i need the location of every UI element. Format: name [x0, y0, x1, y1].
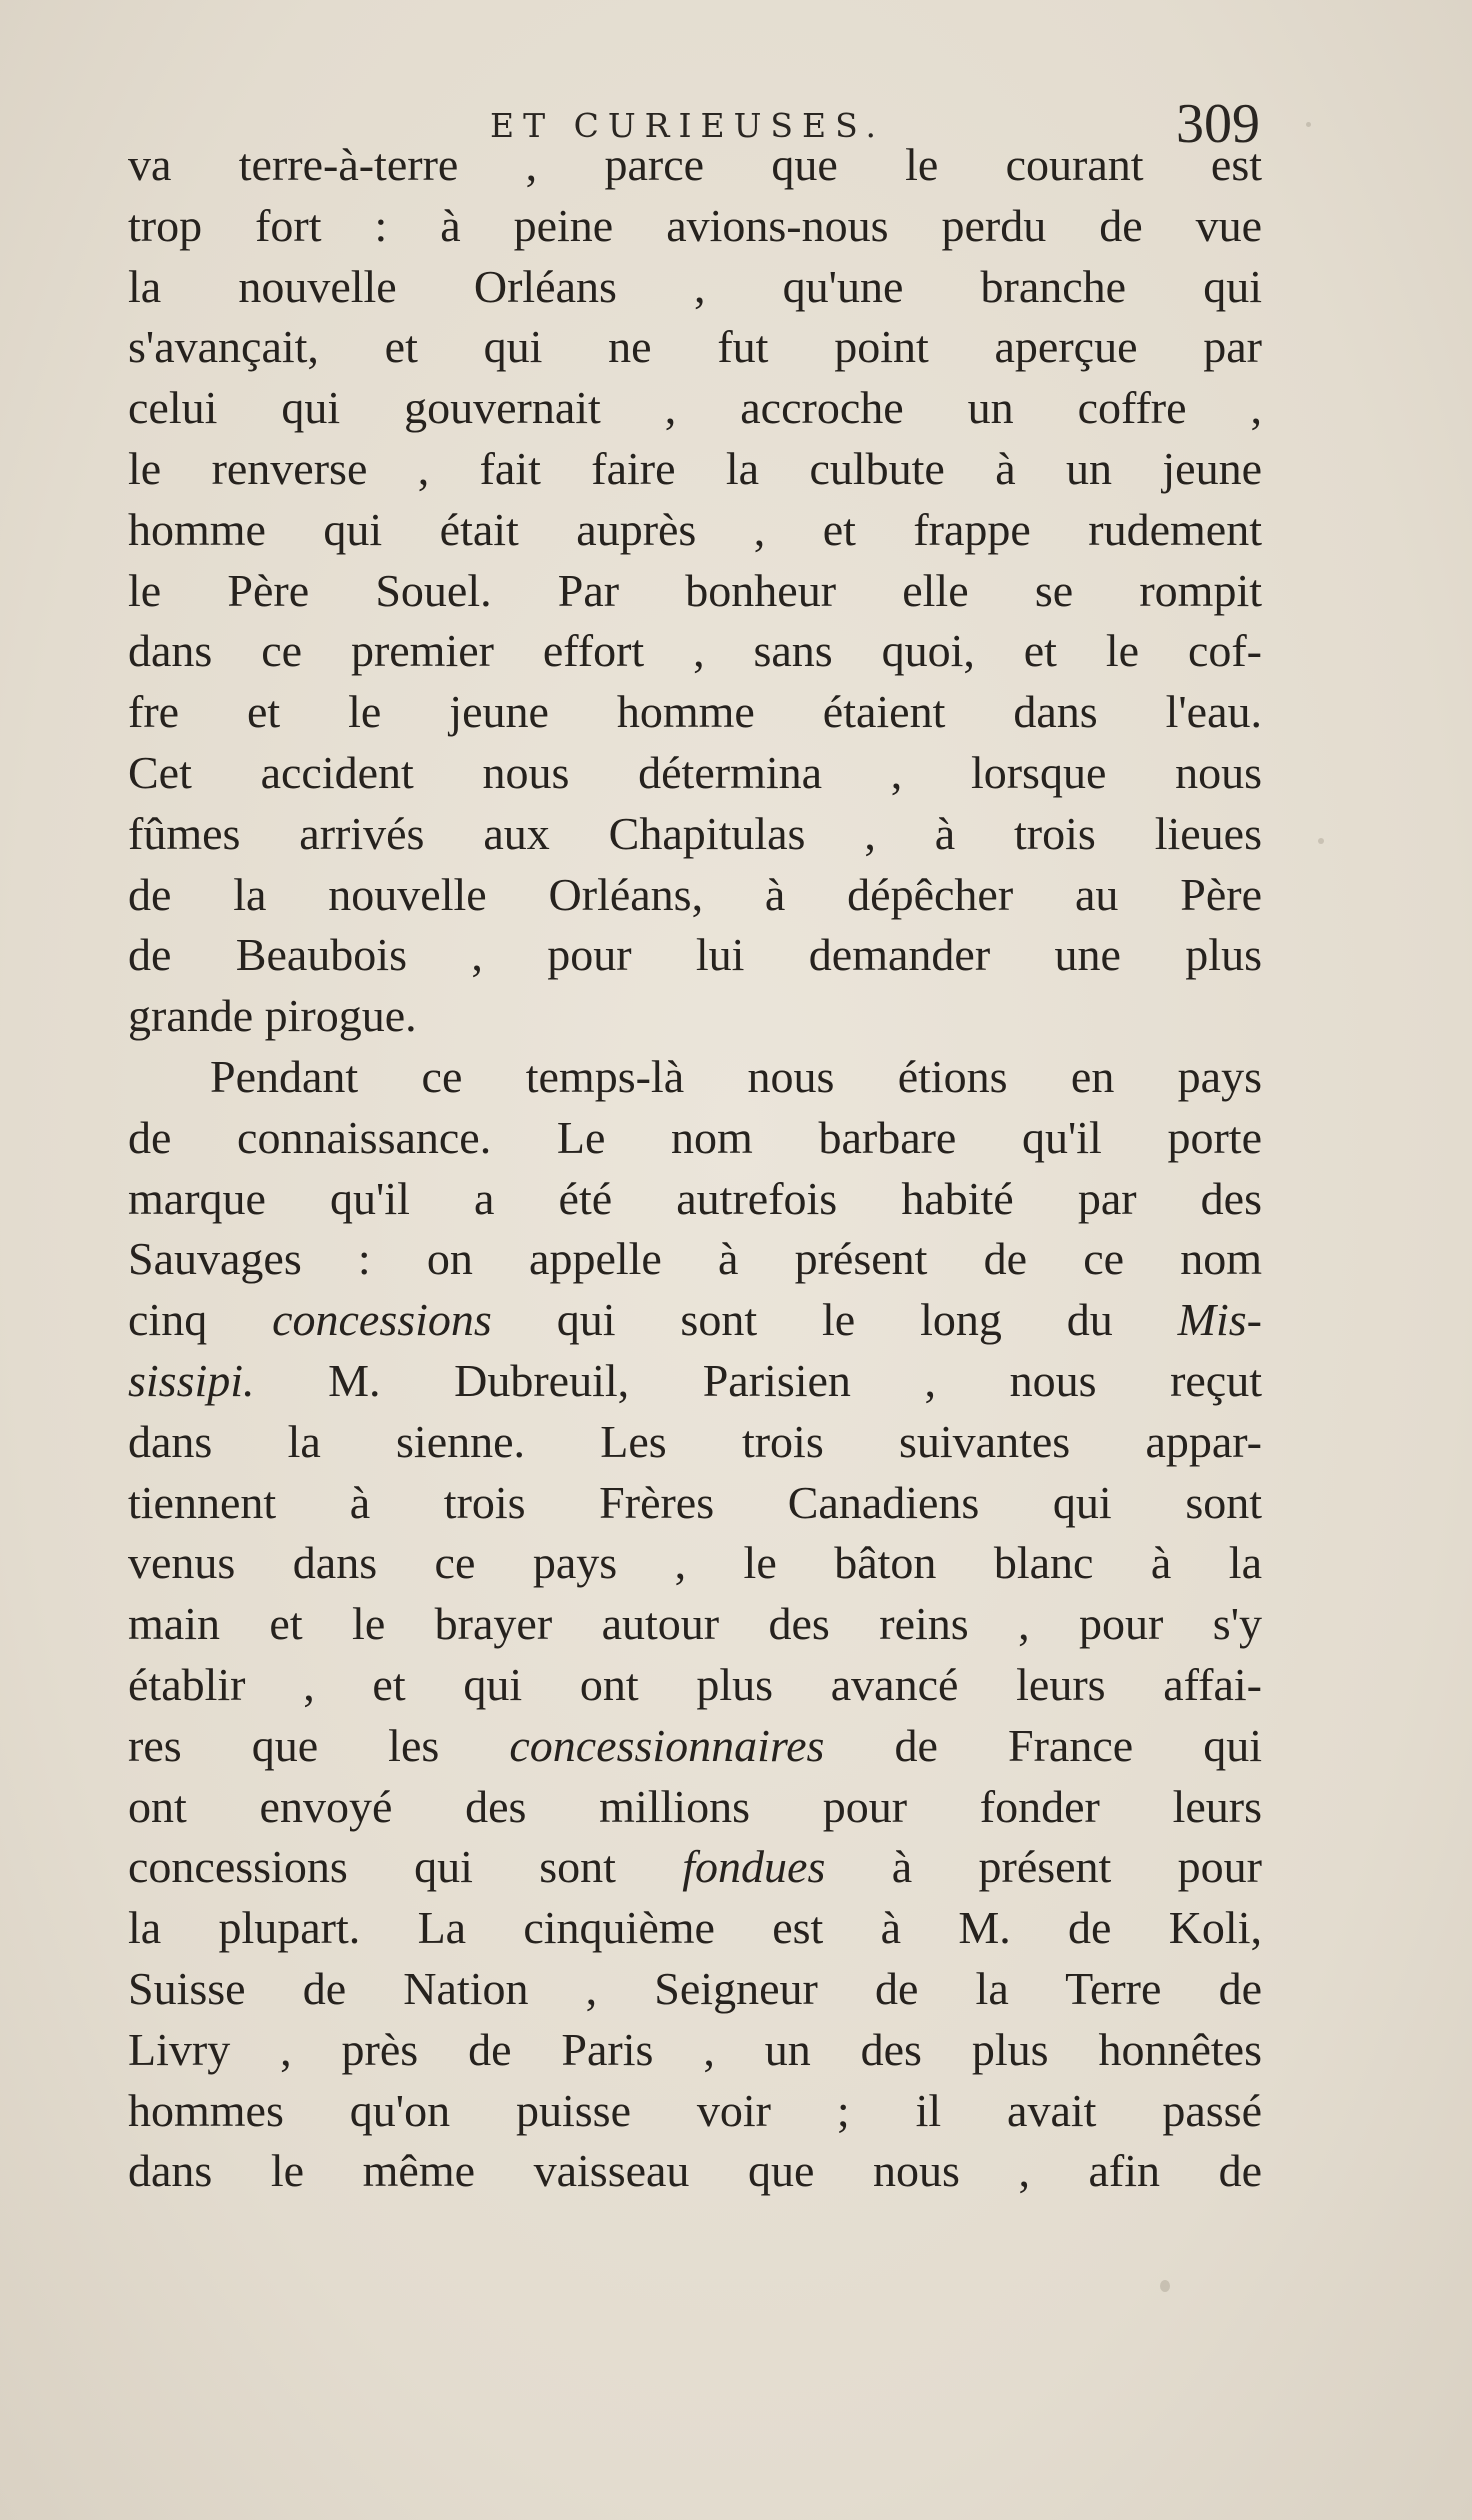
text-line: homme qui était auprès , et frappe rudement: [128, 503, 1262, 555]
text-line: la plupart. La cinquième est à M. de Koli,: [128, 1902, 1262, 1954]
text-line: main et le brayer autour des reins , pour s'y: [128, 1598, 1262, 1650]
text-line: venus dans ce pays , le bâton blanc à la: [128, 1537, 1262, 1589]
italic-term: concessions: [272, 1294, 492, 1346]
text-line: dans le même vaisseau que nous , afin de: [128, 2145, 1262, 2197]
italic-term: fondues: [682, 1841, 826, 1893]
text-line: fre et le jeune homme étaient dans l'eau.: [128, 686, 1262, 738]
paper-speck: [1318, 838, 1324, 844]
text-line: tiennent à trois Frères Canadiens qui sont: [128, 1476, 1262, 1528]
text-line: celui qui gouvernait , accroche un coffre ,: [128, 382, 1262, 434]
text-line: marque qu'il a été autrefois habité par des: [128, 1172, 1262, 1224]
text-line: fûmes arrivés aux Chapitulas , à trois lieues: [128, 807, 1262, 859]
text-line: établir , et qui ont plus avancé leurs affai-: [128, 1658, 1262, 1710]
text-line: grande pirogue.: [128, 990, 417, 1042]
text-line: res que les concessionnaires de France qui: [128, 1719, 1262, 1771]
text-line: Cet accident nous détermina , lorsque nous: [128, 746, 1262, 798]
text-line: Livry , près de Paris , un des plus honnêtes: [128, 2023, 1262, 2075]
text-line: de Beaubois , pour lui demander une plus: [128, 929, 1262, 981]
page-number: 309: [1176, 93, 1260, 155]
text-line: Pendant ce temps-là nous étions en pays: [210, 1050, 1262, 1102]
text-line: dans ce premier effort , sans quoi, et le cof-: [128, 625, 1262, 677]
italic-term: concessionnaires: [509, 1719, 825, 1771]
text-line: de la nouvelle Orléans, à dépêcher au Père: [128, 868, 1262, 920]
text-line: concessions qui sont fondues à présent pour: [128, 1841, 1262, 1893]
text-line: trop fort : à peine avions-nous perdu de vue: [128, 199, 1262, 251]
body-text: [128, 135, 1262, 2202]
paper-speck: [1306, 122, 1311, 127]
text-line: va terre-à-terre , parce que le courant est: [128, 139, 1262, 190]
text-line: sissipi. M. Dubreuil, Parisien , nous reçut: [128, 1354, 1262, 1406]
text-line: Suisse de Nation , Seigneur de la Terre de: [128, 1962, 1262, 2014]
running-head-title: ET CURIEUSES.: [490, 106, 886, 145]
text-line: Sauvages : on appelle à présent de ce nom: [128, 1233, 1262, 1285]
text-line: dans la sienne. Les trois suivantes appar-: [128, 1415, 1262, 1467]
italic-term: sissipi.: [128, 1354, 255, 1406]
text-line: cinq concessions qui sont le long du Mis-: [128, 1294, 1262, 1346]
text-line: ont envoyé des millions pour fonder leurs: [128, 1780, 1262, 1832]
text-line: le renverse , fait faire la culbute à un jeune: [128, 442, 1262, 494]
italic-term: Mis-: [1177, 1294, 1262, 1346]
text-line: le Père Souel. Par bonheur elle se rompit: [128, 564, 1262, 616]
text-line: de connaissance. Le nom barbare qu'il porte: [128, 1111, 1262, 1163]
text-line: s'avançait, et qui ne fut point aperçue par: [128, 321, 1262, 373]
paper-speck: [1160, 2280, 1170, 2292]
text-line: hommes qu'on puisse voir ; il avait passé: [128, 2084, 1262, 2136]
text-line: la nouvelle Orléans , qu'une branche qui: [128, 260, 1262, 312]
